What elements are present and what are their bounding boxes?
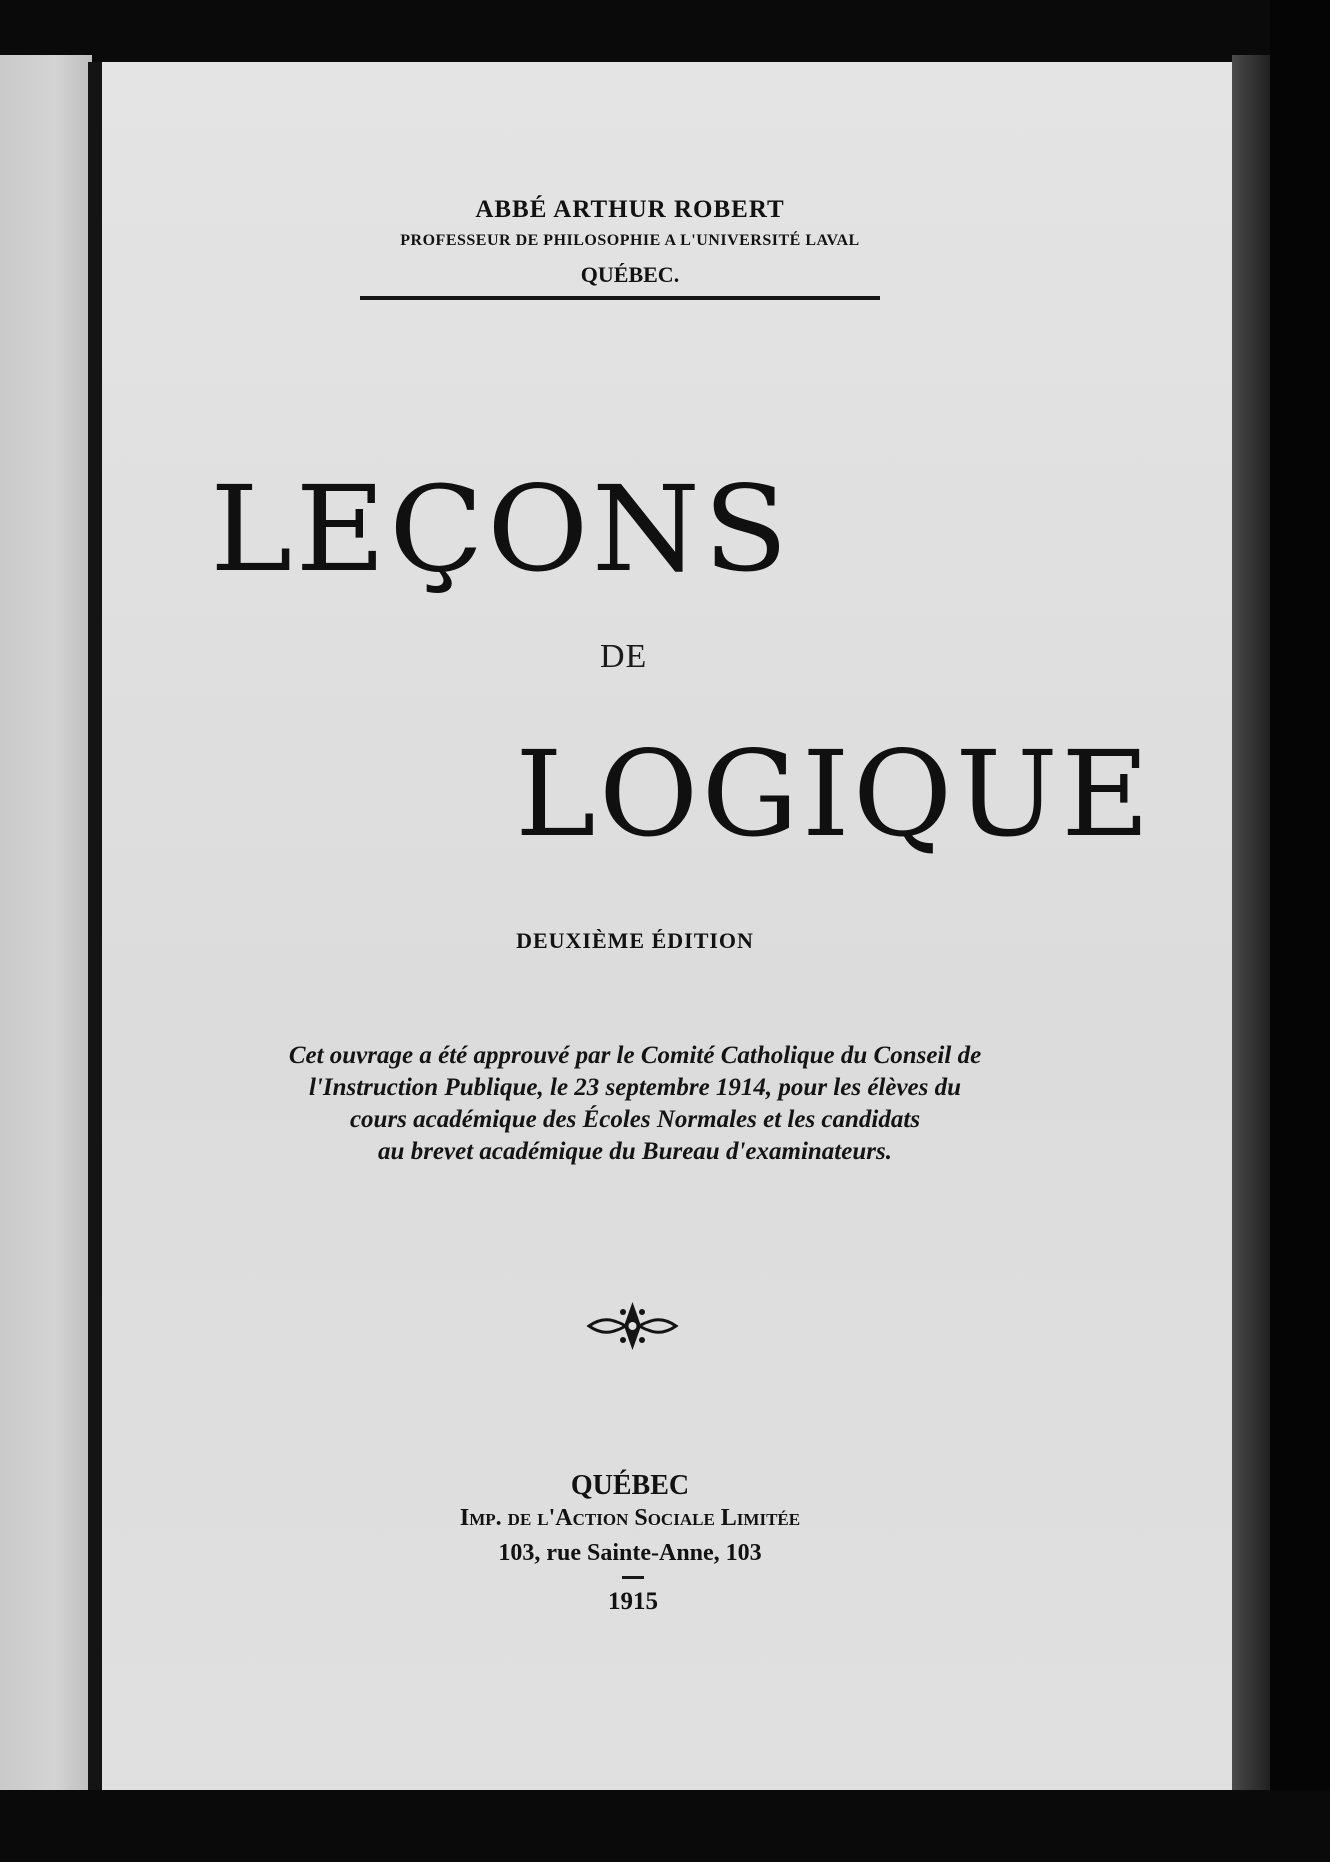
book-title-line2: LOGIQUE — [515, 725, 1153, 863]
scan-border-right — [1270, 0, 1330, 1862]
fleuron-ornament-icon — [585, 1298, 680, 1354]
header-rule — [360, 296, 880, 300]
imprint-city: QUÉBEC — [570, 1470, 690, 1501]
author-affiliation: PROFESSEUR DE PHILOSOPHIE A L'UNIVERSITÉ LAVAL — [400, 232, 860, 249]
book-title-connector: DE — [600, 638, 648, 675]
approval-line: l'Instruction Publique, le 23 septembre 1914, pour les élèves du — [308, 1074, 962, 1101]
author-name: ABBÉ ARTHUR ROBERT — [475, 196, 785, 223]
approval-line: cours académique des Écoles Normales et les candidats — [349, 1106, 921, 1133]
imprint-printer: Imp. de l'Action Sociale Limitée — [459, 1505, 801, 1531]
author-city: QUÉBEC. — [580, 262, 680, 287]
approval-statement — [200, 1040, 1070, 1168]
approval-line: au brevet académique du Bureau d'examinateurs. — [378, 1138, 892, 1165]
scan-border-bottom — [0, 1790, 1330, 1862]
book-title-line1: LEÇONS — [210, 460, 792, 598]
year-rule — [622, 1576, 644, 1579]
scan-border-top — [0, 0, 1330, 58]
book-gutter — [88, 62, 102, 1792]
imprint-year: 1915 — [608, 1588, 658, 1615]
approval-line: Cet ouvrage a été approuvé par le Comité Catholique du Conseil de — [288, 1042, 982, 1069]
edition-label: DEUXIÈME ÉDITION — [516, 928, 754, 953]
page-edge-shadow — [1232, 55, 1270, 1795]
imprint-address: 103, rue Sainte-Anne, 103 — [498, 1540, 762, 1566]
previous-page-strip — [0, 55, 92, 1790]
